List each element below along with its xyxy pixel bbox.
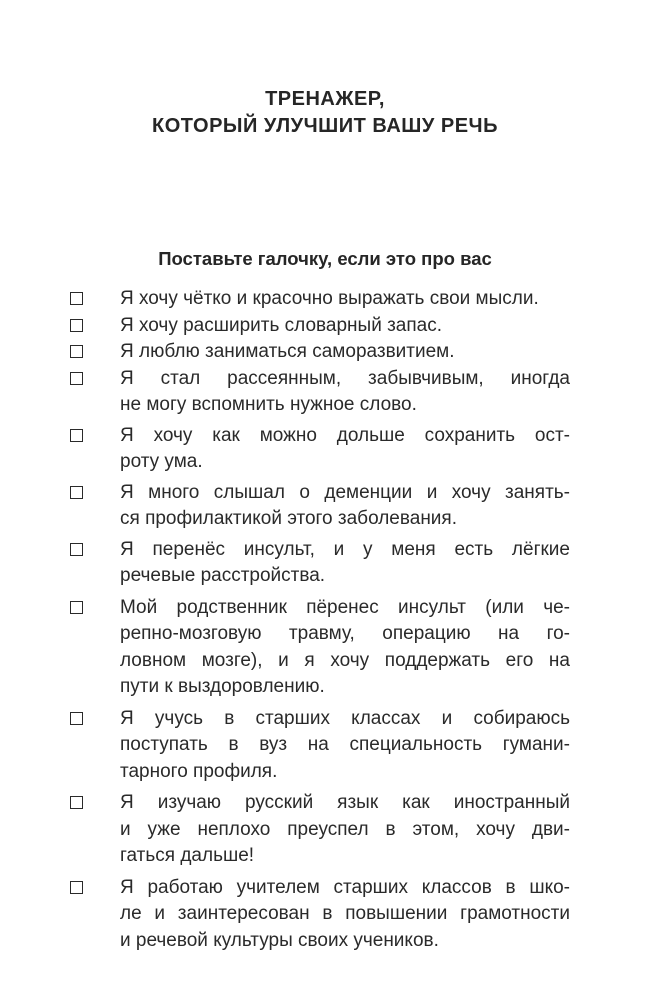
checklist-item-line: ловном мозге), и я хочу поддержать его на [120, 649, 570, 671]
checkbox[interactable] [70, 345, 83, 358]
checklist-item-line: поступать в вуз на специальность гумани- [120, 734, 570, 755]
checkbox[interactable] [70, 881, 83, 894]
checklist-item-line: Я стал рассеянным, забывчивым, иногда [120, 367, 570, 389]
checkbox[interactable] [70, 292, 83, 305]
checklist-item-line: ле и заинтересован в повышении грамотности [120, 903, 570, 924]
checklist-item-line: и уже неплохо преуспел в этом, хочу дви- [120, 818, 570, 840]
checklist-item [70, 339, 570, 366]
checkbox[interactable] [70, 319, 83, 332]
checklist-item-line: Я учусь в старших классах и собираюсь [120, 707, 570, 729]
checklist-item [70, 706, 570, 786]
checklist-item-line: Я хочу чётко и красочно выражать свои мысли. [120, 288, 539, 309]
checklist-item-line: Я работаю учителем старших классов в шко- [120, 876, 570, 898]
checklist-item-text [120, 423, 570, 476]
checklist-item [70, 790, 570, 870]
checkbox[interactable] [70, 486, 83, 499]
checklist-item-text [120, 366, 570, 419]
checklist-item [70, 313, 570, 340]
title-line-1: ТРЕНАЖЕР, [265, 88, 385, 110]
checklist-item-line: Я перенёс инсульт, и у меня есть лёгкие [120, 538, 570, 560]
checkbox[interactable] [70, 796, 83, 809]
checklist-item-text [120, 875, 570, 955]
checklist-item-text [120, 339, 570, 366]
checklist-item-line: Я люблю заниматься саморазвитием. [120, 341, 455, 362]
checklist-item [70, 595, 570, 701]
checklist-item [70, 480, 570, 533]
checklist-item-text [120, 286, 570, 313]
checklist-item-line: Я изучаю русский язык как иностранный [120, 792, 570, 813]
checkbox[interactable] [70, 429, 83, 442]
checklist-item-line: пути к выздоровлению. [120, 676, 325, 697]
checkbox[interactable] [70, 712, 83, 725]
checklist-item [70, 286, 570, 313]
checklist-item-text [120, 313, 570, 340]
title-line-2: КОТОРЫЙ УЛУЧШИТ ВАШУ РЕЧЬ [152, 115, 498, 137]
checklist-item-line: и речевой культуры своих учеников. [120, 929, 439, 951]
checklist-item [70, 366, 570, 419]
checkbox[interactable] [70, 372, 83, 385]
checklist-item-line: тарного профиля. [120, 760, 278, 782]
checklist-item [70, 537, 570, 590]
checklist-item-line: не могу вспомнить нужное слово. [120, 394, 417, 415]
checklist-item [70, 875, 570, 955]
checklist-heading: Поставьте галочку, если это про вас [158, 248, 492, 269]
checklist-item [70, 423, 570, 476]
checkbox[interactable] [70, 543, 83, 556]
checklist-item-line: Я хочу расширить словарный запас. [120, 314, 442, 336]
checklist-item-line: роту ума. [120, 451, 203, 472]
checklist-item-text [120, 595, 570, 701]
checklist-item-text [120, 790, 570, 870]
checklist-item-line: Я много слышал о деменции и хочу занять- [120, 481, 570, 503]
checklist-item-line: Мой родственник пёренес инсульт (или че- [120, 596, 570, 618]
checklist-item-text [120, 706, 570, 786]
checklist-item-line: речевые расстройства. [120, 565, 326, 586]
checklist [70, 286, 570, 954]
checklist-item-line: Я хочу как можно дольше сохранить ост- [120, 424, 570, 446]
page-title [0, 86, 650, 140]
checklist-item-line: репно-мозговую травму, операцию на го- [120, 623, 570, 644]
checklist-item-text [120, 537, 570, 590]
checklist-item-line: ся профилактикой этого заболевания. [120, 508, 457, 529]
checklist-item-line: гаться дальше! [120, 845, 255, 866]
checkbox[interactable] [70, 601, 83, 614]
checklist-item-text [120, 480, 570, 533]
